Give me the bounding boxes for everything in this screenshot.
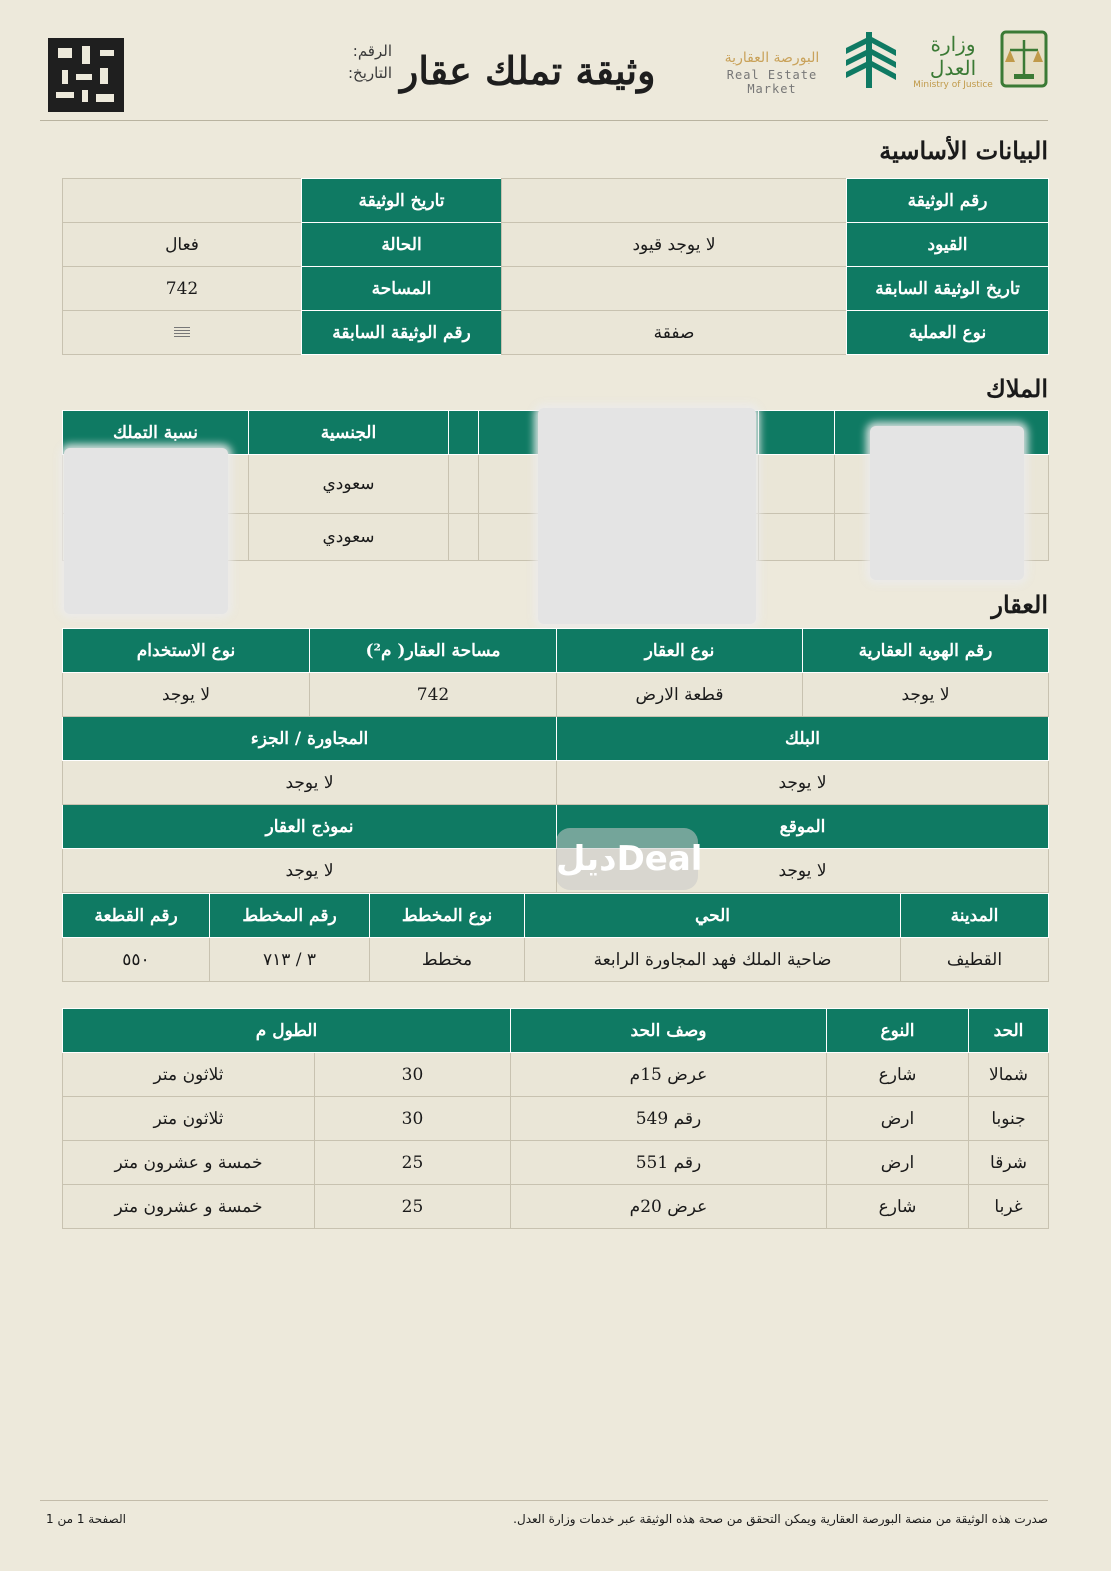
- property-area-value: 742: [310, 673, 557, 717]
- location-table: [62, 893, 1049, 982]
- doc-number-label: رقم الوثيقة: [847, 179, 1049, 223]
- doc-meta: [322, 40, 392, 84]
- redaction-blur: [64, 448, 228, 614]
- location-value: لا يوجد: [557, 849, 1049, 893]
- prev-date-label: تاريخ الوثيقة السابقة: [847, 267, 1049, 311]
- block-label: البلك: [557, 717, 1049, 761]
- doc-date-label: تاريخ الوثيقة: [302, 179, 502, 223]
- edge-cell: غربا: [969, 1185, 1049, 1229]
- length-header: الطول م: [63, 1009, 511, 1053]
- edge-cell: شمالا: [969, 1053, 1049, 1097]
- restrictions-label: القيود: [847, 223, 1049, 267]
- length-words-cell: خمسة و عشرون متر: [63, 1185, 315, 1229]
- city-label: المدينة: [901, 894, 1049, 938]
- prev-date-value: [502, 267, 847, 311]
- real-estate-market-logo: [712, 50, 832, 96]
- justice-emblem-icon: [1000, 30, 1048, 88]
- table-row: [63, 629, 1049, 673]
- desc-cell: عرض 20م: [511, 1185, 827, 1229]
- property-area-label: مساحة العقار( م²): [310, 629, 557, 673]
- date-label: التاريخ:: [348, 64, 392, 82]
- table-row: [63, 894, 1049, 938]
- length-number-cell: 30: [315, 1053, 511, 1097]
- table-row: [63, 717, 1049, 761]
- kind-header: النوع: [827, 1009, 969, 1053]
- doc-date-value: [63, 179, 302, 223]
- table-row: [63, 267, 1049, 311]
- length-words-cell: ثلاثون متر: [63, 1053, 315, 1097]
- desc-cell: عرض 15م: [511, 1053, 827, 1097]
- prev-number-label: رقم الوثيقة السابقة: [302, 311, 502, 355]
- moj-logo-en: Ministry of Justice: [913, 80, 993, 90]
- city-value: القطيف: [901, 938, 1049, 982]
- plan-number-label: رقم المخطط: [210, 894, 370, 938]
- desc-cell: رقم 549: [511, 1097, 827, 1141]
- plot-number-label: رقم القطعة: [63, 894, 210, 938]
- basic-data-table: [62, 178, 1049, 355]
- district-label: الحي: [525, 894, 901, 938]
- length-number-cell: 25: [315, 1185, 511, 1229]
- page-number: الصفحة 1 من 1: [46, 1512, 126, 1526]
- plot-number-value: ٥٥٠: [63, 938, 210, 982]
- property-title: العقار: [991, 590, 1048, 619]
- table-row: [63, 673, 1049, 717]
- location-label: الموقع: [557, 805, 1049, 849]
- edge-cell: شرقا: [969, 1141, 1049, 1185]
- status-label: الحالة: [302, 223, 502, 267]
- redaction-blur: [538, 408, 756, 624]
- desc-cell: رقم 551: [511, 1141, 827, 1185]
- doc-number-value: [502, 179, 847, 223]
- header-divider: [40, 120, 1048, 121]
- kind-cell: شارع: [827, 1053, 969, 1097]
- rem-logo-ar: البورصة العقارية: [724, 50, 820, 66]
- kind-cell: ارض: [827, 1141, 969, 1185]
- basic-data-title: البيانات الأساسية: [879, 136, 1048, 165]
- nationality-cell: سعودي: [249, 455, 449, 514]
- length-words-cell: خمسة و عشرون متر: [63, 1141, 315, 1185]
- footer-note: صدرت هذه الوثيقة من منصة البورصة العقارية ويمكن التحقق من صحة هذه الوثيقة عبر خدمات وزارة العدل.: [513, 1512, 1048, 1526]
- owner-cell: [759, 455, 835, 514]
- redacted-lines-icon: [174, 327, 190, 339]
- length-number-cell: 30: [315, 1097, 511, 1141]
- share-header: نسبة التملك: [63, 411, 249, 455]
- block-value: لا يوجد: [557, 761, 1049, 805]
- plan-type-label: نوع المخطط: [370, 894, 525, 938]
- owner-cell: [449, 514, 479, 561]
- qr-code[interactable]: [48, 38, 124, 112]
- property-type-label: نوع العقار: [557, 629, 803, 673]
- table-row: [63, 1009, 1049, 1053]
- table-row: [63, 938, 1049, 982]
- area-label: المساحة: [302, 267, 502, 311]
- length-words-cell: ثلاثون متر: [63, 1097, 315, 1141]
- prev-number-value: [63, 311, 302, 355]
- table-row: [63, 1097, 1049, 1141]
- building-logo-icon: [840, 30, 902, 90]
- length-number-cell: 25: [315, 1141, 511, 1185]
- plan-type-value: مخطط: [370, 938, 525, 982]
- owner-cell: [449, 455, 479, 514]
- edge-cell: جنوبا: [969, 1097, 1049, 1141]
- deal-watermark: ديلDeal: [556, 828, 698, 890]
- table-row: [63, 311, 1049, 355]
- owner-cell: [759, 514, 835, 561]
- document-header: [40, 30, 1048, 120]
- kind-cell: ارض: [827, 1097, 969, 1141]
- footer-divider: [40, 1500, 1048, 1501]
- edge-header: الحد: [969, 1009, 1049, 1053]
- operation-value: صفقة: [502, 311, 847, 355]
- plan-number-value: ٣ / ٧١٣: [210, 938, 370, 982]
- model-label: نموذج العقار: [63, 805, 557, 849]
- model-value: لا يوجد: [63, 849, 557, 893]
- owner-spacer-header: [449, 411, 479, 455]
- number-label: الرقم:: [352, 42, 392, 60]
- table-row: [63, 179, 1049, 223]
- nationality-cell: سعودي: [249, 514, 449, 561]
- table-row: [63, 761, 1049, 805]
- property-id-label: رقم الهوية العقارية: [803, 629, 1049, 673]
- owners-title: الملاك: [986, 374, 1048, 403]
- redaction-blur: [870, 426, 1024, 580]
- neighbor-label: المجاورة / الجزء: [63, 717, 557, 761]
- operation-label: نوع العملية: [847, 311, 1049, 355]
- area-value: 742: [63, 267, 302, 311]
- table-row: [63, 1053, 1049, 1097]
- page-title: وثيقة تملك عقار: [400, 48, 656, 93]
- status-value: فعال: [63, 223, 302, 267]
- usage-type-label: نوع الاستخدام: [63, 629, 310, 673]
- rem-logo-en: Real Estate Market: [726, 68, 818, 96]
- district-value: ضاحية الملك فهد المجاورة الرابعة: [525, 938, 901, 982]
- desc-header: وصف الحد: [511, 1009, 827, 1053]
- ministry-of-justice-logo: [910, 32, 996, 90]
- table-row: [63, 223, 1049, 267]
- property-id-value: لا يوجد: [803, 673, 1049, 717]
- moj-logo-ar: وزارة العدل: [929, 32, 977, 80]
- neighbor-value: لا يوجد: [63, 761, 557, 805]
- usage-type-value: لا يوجد: [63, 673, 310, 717]
- restrictions-value: لا يوجد قيود: [502, 223, 847, 267]
- nationality-header: الجنسية: [249, 411, 449, 455]
- table-row: [63, 1141, 1049, 1185]
- kind-cell: شارع: [827, 1185, 969, 1229]
- boundaries-table: [62, 1008, 1049, 1229]
- property-type-value: قطعة الارض: [557, 673, 803, 717]
- table-row: [63, 1185, 1049, 1229]
- owner-id-type-header: [759, 411, 835, 455]
